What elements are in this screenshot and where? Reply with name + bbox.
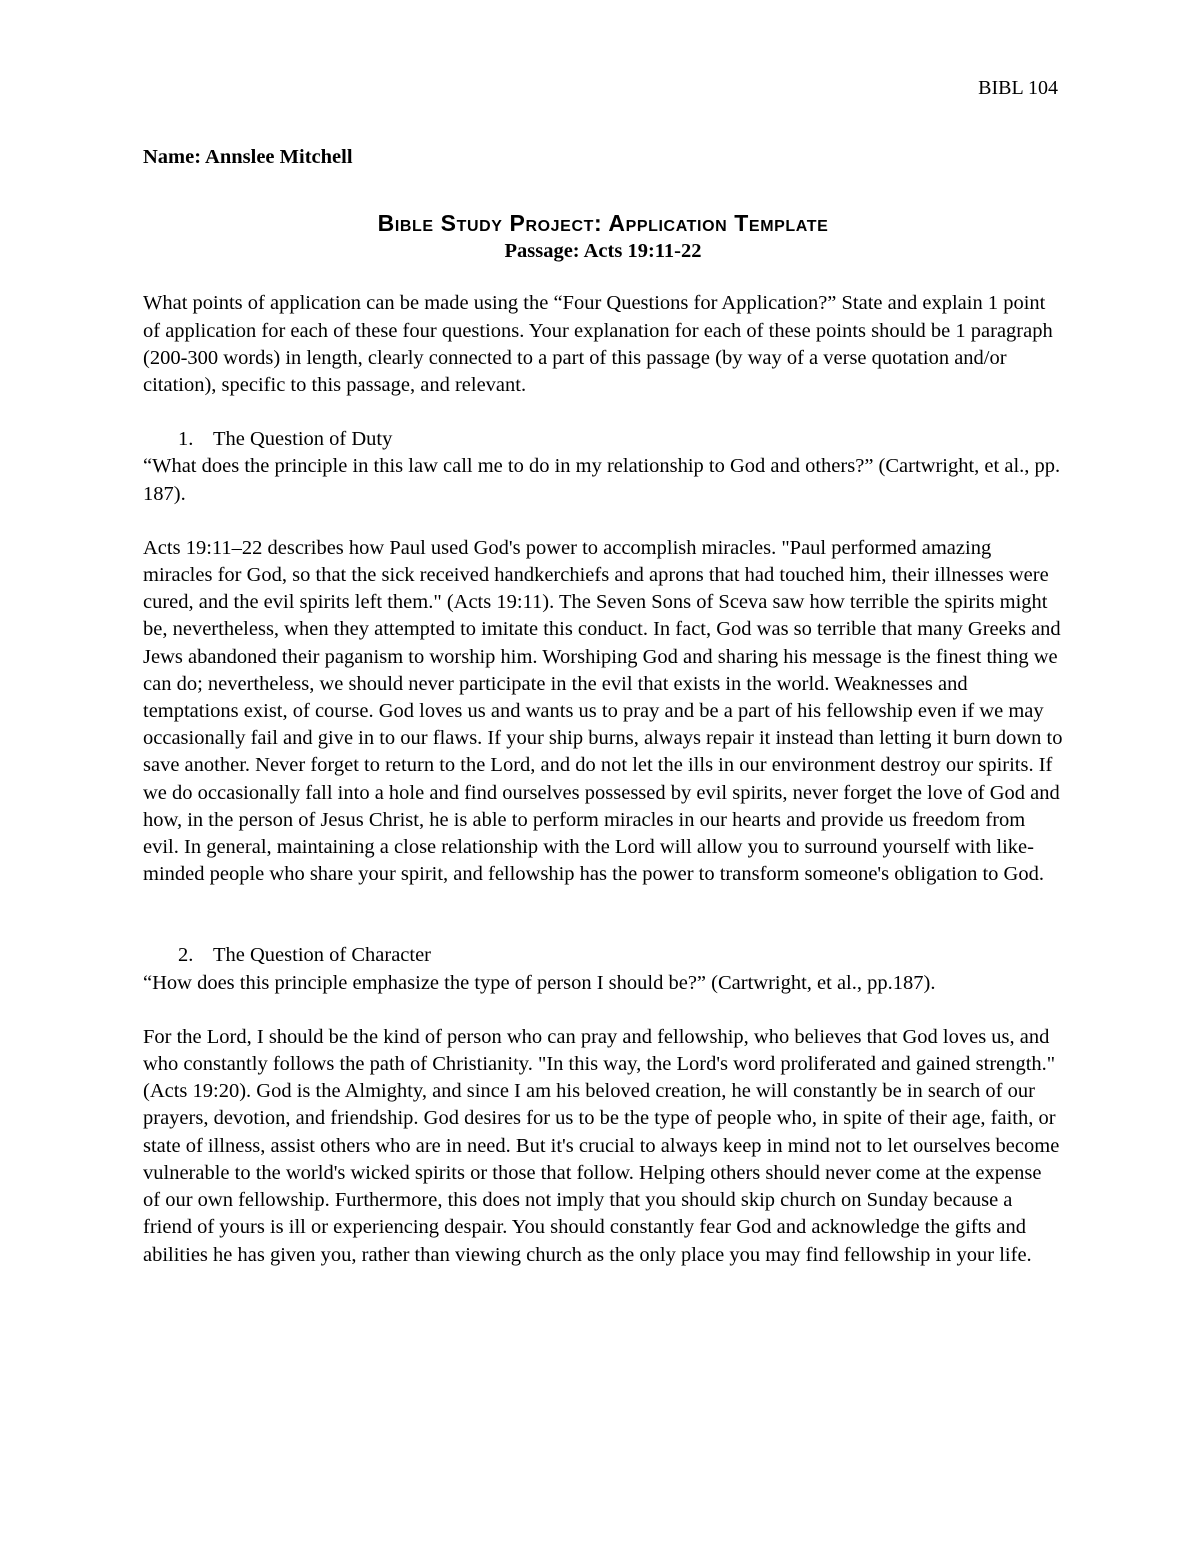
course-code-header: BIBL 104 [978,77,1058,99]
page-title: Bible Study Project: Application Template [377,210,829,237]
student-name: Name: Annslee Mitchell [143,146,353,168]
question-1-number: 1. [178,428,194,451]
passage-reference: Passage: Acts 19:11-22 [504,240,702,263]
question-1-prompt: “What does the principle in this law call me to do in my relationship to God and others?” (Cartwright, et al., pp. 187). [143,455,1061,505]
question-1-title: The Question of Duty [213,428,393,451]
question-1-answer: Acts 19:11–22 describes how Paul used God's power to accomplish miracles. "Paul performed amazing miracles for God, so that the sick received handkerchiefs and aprons that had touched him, their illnesses were cured, and the evil spirits left them." (Acts 19:11). The Seven Sons of Sceva saw how terrible the spirits might be, nevertheless, when they attempted to imitate this conduct. In fact, God was so terrible that many Greeks and Jews abandoned their paganism to worship him. Worshiping God and sharing his message is the finest thing we can do; nevertheless, we should never participate in the evil that exists in the world. Weaknesses and temptations exist, of course. God loves us and wants us to pray and be a part of his fellowship even if we may occasionally fail and give in to our flaws. If your ship burns, always repair it instead than letting it burn down to save another. Never forget to return to the Lord, and do not let the ills in our environment destroy our spirits. If we do occasionally fall into a hole and find ourselves possessed by evil spirits, never forget the love of God and how, in the person of Jesus Christ, he is able to perform miracles in our hearts and provide us freedom from evil. In general, maintaining a close relationship with the Lord will allow you to surround yourself with like-minded people who share your spirit, and fellowship has the power to transform someone's obligation to God. [143,536,1063,886]
question-2-title: The Question of Character [213,944,432,967]
question-2-heading [143,942,1063,969]
section-spacer [143,888,1063,942]
question-2-answer: For the Lord, I should be the kind of person who can pray and fellowship, who believes that God loves us, and who constantly follows the path of Christianity. "In this way, the Lord's word proliferated and gained strength." (Acts 19:20). God is the Almighty, and since I am his beloved creation, he will constantly be in search of our prayers, devotion, and friendship. God desires for us to be the type of people who, in spite of their age, faith, or state of illness, assist others who are in need. But it's crucial to always keep in mind not to let ourselves become vulnerable to the world's wicked spirits or those that follow. Helping others should never come at the expense of our own fellowship. Furthermore, this does not imply that you should skip church on Sunday because a friend of yours is ill or experiencing despair. You should constantly fear God and acknowledge the gifts and abilities he has given you, rather than viewing church as the only place you may find fellowship in your life. [143,1025,1060,1266]
document-body [143,144,1063,1269]
instructions-paragraph: What points of application can be made using the “Four Questions for Application?” State and explain 1 point of application for each of these four questions. Your explanation for each of these points should be 1 paragraph (200-300 words) in length, clearly connected to a part of this passage (by way of a verse quotation and/or citation), specific to this passage, and relevant. [143,292,1053,397]
question-2-number: 2. [178,944,194,967]
question-2-prompt: “How does this principle emphasize the type of person I should be?” (Cartwright, et al., pp.187). [143,971,936,994]
question-1-heading [143,426,1063,453]
